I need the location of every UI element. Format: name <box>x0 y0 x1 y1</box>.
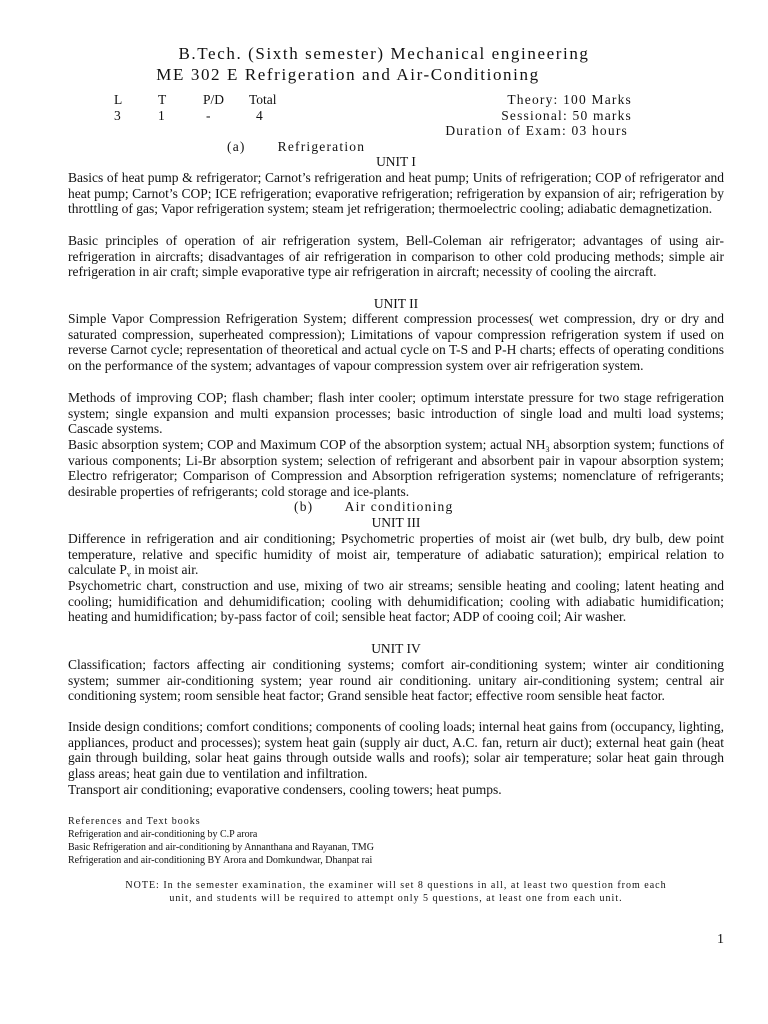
reference-item: Basic Refrigeration and air-conditioning by Annanthana and Rayanan, TMG <box>68 842 374 853</box>
page-number: 1 <box>717 932 724 947</box>
unit-3-paragraph-1 <box>68 531 724 578</box>
reference-item: Refrigeration and air-conditioning by C.P arora <box>68 829 258 840</box>
references-title: References and Text books <box>68 816 201 827</box>
course-program-heading: B.Tech. (Sixth semester) Mechanical engineering <box>178 44 590 63</box>
unit-2-paragraph-3 <box>68 437 724 500</box>
unit-4-paragraph-2: Inside design conditions; comfort conditions; components of cooling loads; internal heat gains from (occupancy, lighting, appliances, product and processes); system heat gain (supply air duct, A.C. fan, return air duct); external heat gain (heat gain through building, solar heat gains through outside walls and roofs); solar air temperature; solar heat gain through glass areas; heat gain due to ventilation and infiltration. <box>68 719 724 782</box>
scheme-value-total: 4 <box>256 108 263 123</box>
unit-3-paragraph-1-end: in moist air. <box>130 562 199 578</box>
unit-2-paragraph-3-end: absorption system; functions of various components; Li-Br absorption system; selection of refrigerant and absorbent pair in vapour absorption system; Electro refrigerator; Comparison of Compression and Absorption refrigeration systems; nomenclature of refrigerants; desirable properties of refrigerants; cold storage and ice-plants. <box>68 437 724 500</box>
unit-1-title: UNIT I <box>376 154 416 169</box>
unit-1-paragraph-2: Basic principles of operation of air refrigeration system, Bell-Coleman air refrigerator; advantages of using air-refrigeration in aircrafts; disadvantages of air refrigeration in comparison to other cold producing methods; simple air refrigeration in air craft; simple evaporative type air refrigeration in aircraft; necessity of cooling the aircraft. <box>68 233 724 280</box>
sessional-marks: Sessional: 50 marks <box>501 108 632 123</box>
unit-3-paragraph-1-start: Difference in refrigeration and air conditioning; Psychometric properties of moist air (wet bulb, dry bulb, dew point temperature, relative and specific humidity of moist air, temperature of adiabatic saturation); empirical relation to calculate P <box>68 531 724 578</box>
unit-4-paragraph-1: Classification; factors affecting air conditioning systems; comfort air-conditioning system; winter air conditioning system; summer air-conditioning system; year round air conditioning. unitary air-conditioning system; central air conditioning system; room sensible heat factor; Grand sensible heat factor; effective room sensible heat factor. <box>68 657 724 704</box>
scheme-value-l: 3 <box>114 108 121 123</box>
scheme-label-pd: P/D <box>203 92 225 107</box>
unit-2-title: UNIT II <box>373 296 419 311</box>
unit-3-paragraph-2: Psychometric chart, construction and use, mixing of two air streams; sensible heating and cooling; latent heating and cooling; humidification and dehumidification; cooling with dehumidification; cooling with adiabatic humidification; heating and humidification; by-pass factor of coil; sensible heat factor; ADP of cooing coil; Air washer. <box>68 578 724 625</box>
unit-2-paragraph-3-start: Basic absorption system; COP and Maximum COP of the absorption system; actual NH <box>68 437 546 452</box>
scheme-label-total: Total <box>249 92 277 107</box>
reference-item: Refrigeration and air-conditioning BY Arora and Domkundwar, Dhanpat rai <box>68 855 373 866</box>
unit-3-title: UNIT III <box>371 515 421 530</box>
exam-note-line-2: unit, and students will be required to attempt only 5 questions, at least one from each unit. <box>169 893 623 904</box>
unit-2-paragraph-2: Methods of improving COP; flash chamber; flash inter cooler; optimum interstate pressure for two stage refrigeration system; single expansion and multi expansion processes; basic introduction of single load and multi load systems; Cascade systems. <box>68 390 724 437</box>
theory-marks: Theory: 100 Marks <box>507 92 632 107</box>
scheme-value-pd: - <box>206 108 211 123</box>
section-a-heading: (a) Refrigeration <box>227 139 366 154</box>
unit-4-title: UNIT IV <box>371 641 421 656</box>
exam-duration: Duration of Exam: 03 hours <box>445 123 628 138</box>
nh3-subscript: 3 <box>545 445 550 454</box>
scheme-value-t: 1 <box>158 108 165 123</box>
scheme-label-t: T <box>158 92 167 107</box>
unit-2-paragraph-1: Simple Vapor Compression Refrigeration System; different compression processes( wet compression, dry or dry and saturated compression, superheated compression); Limitations of vapour compression refrigeration system if used on reverse Carnot cycle; representation of theoretical and actual cycle on T-S and P-H charts; effects of operating conditions on the performance of the system; advantages of vapour compression system over air refrigeration system. <box>68 311 724 374</box>
scheme-label-l: L <box>114 92 123 107</box>
unit-4-paragraph-3: Transport air conditioning; evaporative condensers, cooling towers; heat pumps. <box>68 782 502 797</box>
exam-note-line-1: NOTE: In the semester examination, the examiner will set 8 questions in all, at least two question from each <box>125 880 667 891</box>
pv-subscript: v <box>126 570 131 580</box>
unit-1-paragraph-1: Basics of heat pump & refrigerator; Carnot’s refrigeration and heat pump; Units of refrigeration; COP of refrigerator and heat pump; Carnot’s COP; ICE refrigeration; evaporative refrigeration; refrigeration by expansion of air; refrigeration by throttling of gas; Vapor refrigeration system; steam jet refrigeration; thermoelectric cooling; adiabatic demagnetization. <box>68 170 724 217</box>
section-b-heading: (b) Air conditioning <box>294 499 454 514</box>
course-title-heading: ME 302 E Refrigeration and Air-Conditioning <box>156 65 540 84</box>
